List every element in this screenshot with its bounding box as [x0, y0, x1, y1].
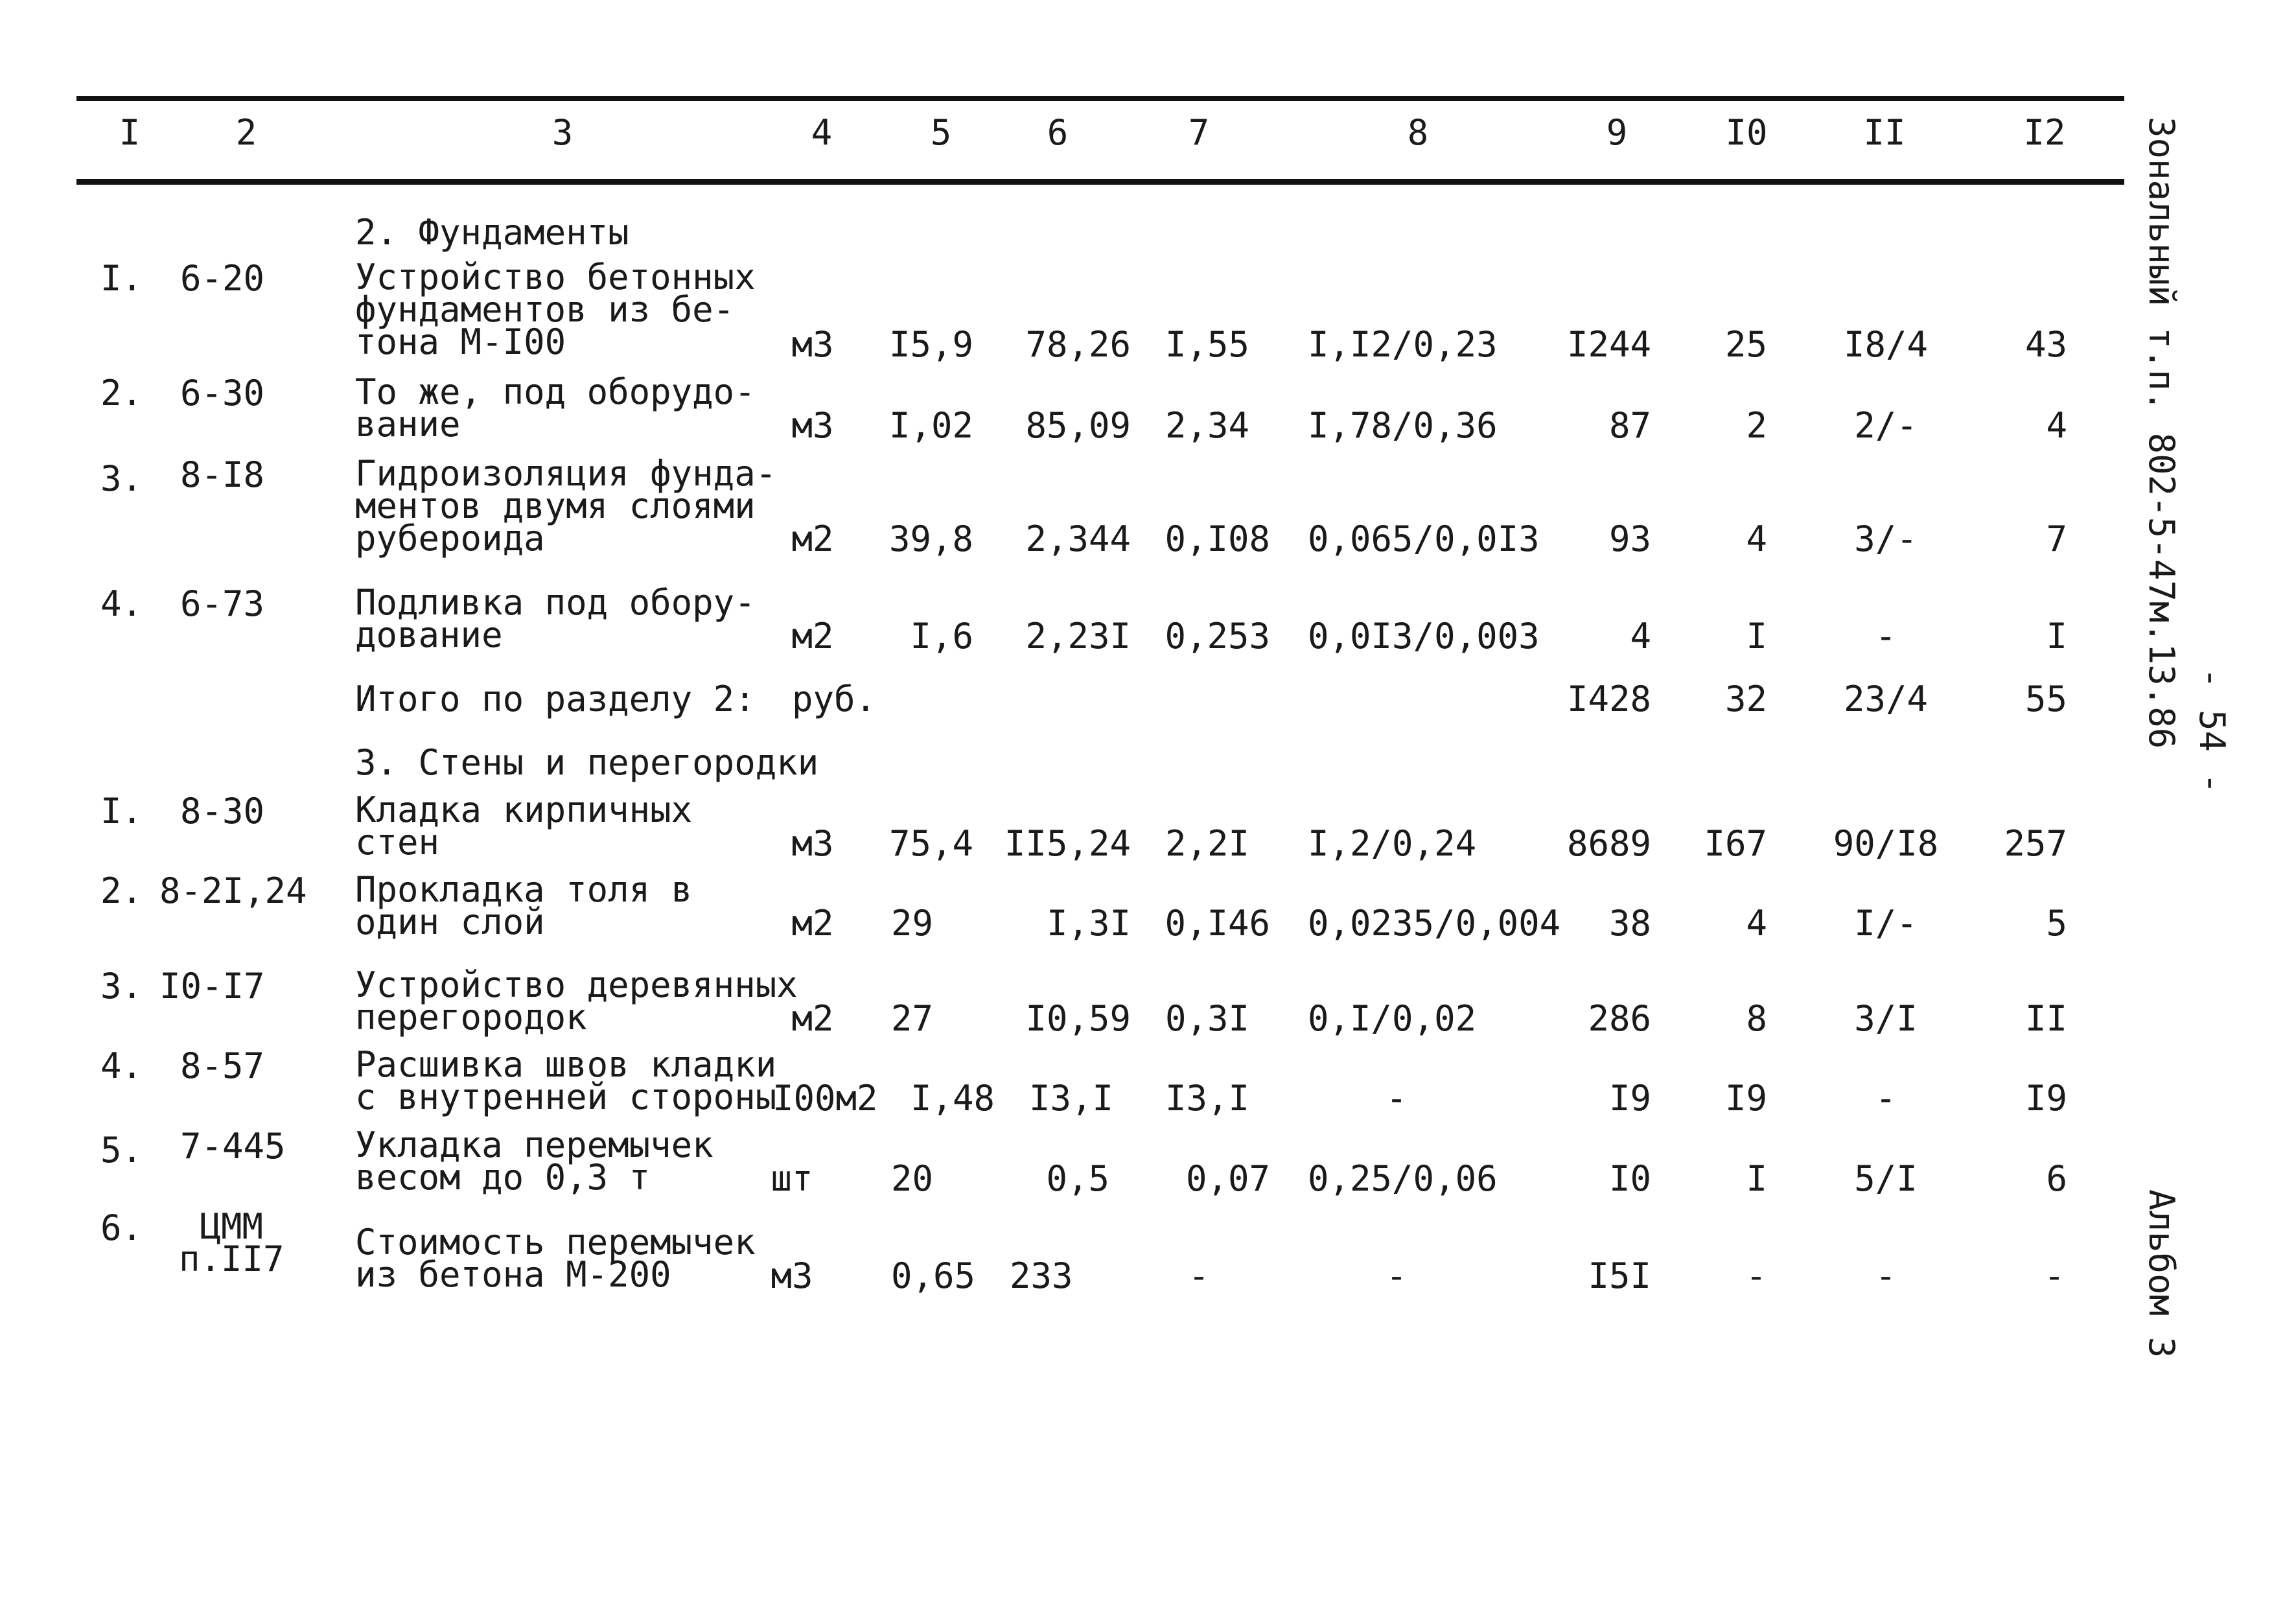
total-col11: 23/4 — [1843, 679, 1929, 719]
row-col11: 3/I — [1854, 998, 1918, 1039]
row-unit: м3 — [771, 1255, 813, 1296]
row-unit: м3 — [791, 823, 834, 864]
total-unit: руб. — [792, 679, 877, 719]
row-col6: 85,09 — [1025, 405, 1131, 446]
row-col6: 0,5 — [1046, 1158, 1109, 1199]
row-col6: II5,24 — [1004, 823, 1131, 864]
row-col7: 0,3I — [1165, 998, 1249, 1039]
row-col5: I,6 — [910, 616, 973, 657]
col-header-5: 5 — [930, 112, 952, 153]
row-col5: 39,8 — [888, 519, 973, 559]
col-header-9: 9 — [1606, 112, 1628, 153]
row-col10: I — [1746, 616, 1767, 657]
row-col12: - — [2043, 1255, 2065, 1296]
row-description: Гидроизоляция фунда- ментов двумя слоями рубероида — [355, 453, 777, 559]
row-number: I. — [100, 791, 143, 832]
row-description: Стоимость перемычек из бетона М-200 — [355, 1222, 756, 1295]
row-col11: 90/I8 — [1833, 823, 1939, 864]
row-col5: I,48 — [910, 1078, 995, 1119]
row-col5: 20 — [891, 1158, 934, 1199]
row-col9: 93 — [1608, 519, 1651, 559]
row-col5: I5,9 — [888, 324, 973, 365]
row-col12: 43 — [2024, 324, 2067, 365]
row-col7: 2,2I — [1165, 823, 1249, 864]
row-col7: 0,I08 — [1165, 519, 1270, 559]
row-col11: I/- — [1854, 903, 1918, 944]
row-description: Укладка перемычек весом до 0,3 т — [355, 1124, 713, 1198]
row-code: 6-73 — [180, 583, 265, 624]
col-header-2: 2 — [235, 112, 257, 153]
row-unit: шт — [771, 1158, 813, 1199]
col-header-1: I — [119, 112, 141, 153]
row-col5: 75,4 — [888, 823, 973, 864]
row-col9: 4 — [1630, 616, 1651, 657]
page-number: - 54 - — [2192, 668, 2232, 795]
row-col9: 8689 — [1566, 823, 1651, 864]
row-col7: - — [1188, 1255, 1210, 1296]
row-col11: 2/- — [1854, 405, 1918, 446]
row-col10: I — [1746, 1158, 1767, 1199]
album-label: Альбом 3 — [2141, 1189, 2182, 1358]
row-col8: I,I2/0,23 — [1308, 324, 1498, 365]
row-code: 6-30 — [180, 373, 265, 414]
row-col12: 7 — [2046, 519, 2067, 559]
row-unit: I00м2 — [772, 1078, 878, 1119]
col-header-11: II — [1863, 112, 1906, 153]
col-header-6: 6 — [1047, 112, 1069, 153]
row-col8: 0,0I3/0,003 — [1308, 616, 1540, 657]
row-code: 8-I8 — [180, 454, 265, 495]
col-header-7: 7 — [1188, 112, 1210, 153]
row-col6: 2,344 — [1025, 519, 1131, 559]
row-col10: - — [1745, 1255, 1767, 1296]
row-col12: 5 — [2046, 903, 2067, 944]
row-number: 4. — [100, 1045, 143, 1086]
row-col10: 2 — [1746, 405, 1767, 446]
row-col6: I,3I — [1046, 903, 1131, 944]
row-col11: - — [1875, 1078, 1897, 1119]
row-col9: 38 — [1608, 903, 1651, 944]
row-col8: I,78/0,36 — [1308, 405, 1498, 446]
row-col7: 0,253 — [1165, 616, 1270, 657]
row-code: 8-2I,24 — [159, 870, 307, 911]
row-unit: м2 — [791, 616, 834, 657]
row-col9: 286 — [1588, 998, 1651, 1039]
row-col12: 257 — [2004, 823, 2067, 864]
row-col9: I5I — [1588, 1255, 1651, 1296]
row-col8: - — [1386, 1078, 1408, 1119]
document-designation-label: Зональный т.п. 802-5-47м.13.86 — [2141, 117, 2182, 749]
row-col5: I,02 — [888, 405, 973, 446]
row-description: Прокладка толя в один слой — [355, 869, 693, 942]
row-col6: I3,I — [1028, 1078, 1113, 1119]
row-description: Устройство деревянных перегородок — [355, 964, 798, 1038]
row-col6: 2,23I — [1025, 616, 1131, 657]
row-col9: 87 — [1608, 405, 1651, 446]
row-col12: II — [2024, 998, 2067, 1039]
row-code: 8-30 — [180, 791, 265, 832]
row-col10: 4 — [1746, 903, 1767, 944]
row-col7: 0,07 — [1185, 1158, 1270, 1199]
row-description: Кладка кирпичных стен — [355, 789, 693, 863]
row-col9: I244 — [1566, 324, 1651, 365]
row-col11: I8/4 — [1843, 324, 1929, 365]
row-description: Подливка под обору- дование — [355, 582, 756, 655]
row-code: 6-20 — [180, 258, 265, 299]
row-col12: 6 — [2046, 1158, 2067, 1199]
total-col9: I428 — [1566, 679, 1651, 719]
row-code: ЦММ п.II7 — [179, 1206, 284, 1279]
row-col8: I,2/0,24 — [1308, 823, 1477, 864]
top-rule — [76, 96, 2124, 101]
row-col6: 78,26 — [1025, 324, 1131, 365]
row-col5: 27 — [891, 998, 934, 1039]
row-col12: I9 — [2024, 1078, 2067, 1119]
section-title: 3. Стены и перегородки — [355, 742, 819, 783]
row-col9: I0 — [1608, 1158, 1651, 1199]
row-unit: м2 — [791, 903, 834, 944]
row-number: 3. — [100, 458, 143, 499]
row-number: 2. — [100, 870, 143, 911]
col-header-12: I2 — [2023, 112, 2066, 153]
row-col8: 0,I/0,02 — [1308, 998, 1477, 1039]
row-code: I0-I7 — [159, 966, 265, 1007]
row-col8: 0,25/0,06 — [1308, 1158, 1498, 1199]
row-col7: I3,I — [1165, 1078, 1249, 1119]
row-col11: - — [1875, 1255, 1897, 1296]
row-col12: 4 — [2046, 405, 2067, 446]
col-header-3: 3 — [551, 112, 574, 153]
row-col11: 3/- — [1854, 519, 1918, 559]
row-number: 2. — [100, 373, 143, 414]
row-col11: 5/I — [1854, 1158, 1918, 1199]
row-number: 6. — [100, 1207, 143, 1248]
row-col10: 25 — [1724, 324, 1767, 365]
row-unit: м3 — [791, 405, 834, 446]
row-col12: I — [2046, 616, 2067, 657]
row-col11: - — [1875, 616, 1897, 657]
row-col8: 0,0235/0,004 — [1308, 903, 1561, 944]
row-col7: 2,34 — [1165, 405, 1249, 446]
row-col10: I67 — [1704, 823, 1767, 864]
col-header-10: I0 — [1725, 112, 1768, 153]
total-col10: 32 — [1724, 679, 1767, 719]
row-col5: 0,65 — [891, 1255, 976, 1296]
row-col6: 233 — [1010, 1255, 1073, 1296]
row-number: 5. — [100, 1130, 143, 1171]
row-description: Устройство бетонных фундаментов из бе- тона М-I00 — [355, 257, 756, 362]
row-col10: 4 — [1746, 519, 1767, 559]
row-description: То же, под оборудо- вание — [355, 371, 756, 445]
row-unit: м2 — [791, 519, 834, 559]
row-col8: - — [1386, 1255, 1408, 1296]
row-number: 4. — [100, 583, 143, 624]
row-col8: 0,065/0,0I3 — [1308, 519, 1540, 559]
row-code: 7-445 — [180, 1126, 286, 1167]
row-number: I. — [100, 258, 143, 299]
row-col7: I,55 — [1165, 324, 1249, 365]
col-header-4: 4 — [811, 112, 833, 153]
row-col5: 29 — [891, 903, 934, 944]
col-header-8: 8 — [1407, 112, 1429, 153]
row-col10: I9 — [1724, 1078, 1767, 1119]
section-title: 2. Фундаменты — [355, 212, 629, 253]
row-col6: I0,59 — [1025, 998, 1131, 1039]
row-number: 3. — [100, 966, 143, 1007]
row-col7: 0,I46 — [1165, 903, 1270, 944]
row-unit: м2 — [791, 998, 834, 1039]
total-col12: 55 — [2024, 679, 2067, 719]
row-description: Расшивка швов кладки с внутренней стороны — [355, 1044, 777, 1117]
row-col10: 8 — [1746, 998, 1767, 1039]
total-label: Итого по разделу 2: — [355, 679, 756, 719]
row-code: 8-57 — [180, 1045, 265, 1086]
row-col9: I9 — [1608, 1078, 1651, 1119]
row-unit: м3 — [791, 324, 834, 365]
header-rule — [76, 179, 2124, 185]
